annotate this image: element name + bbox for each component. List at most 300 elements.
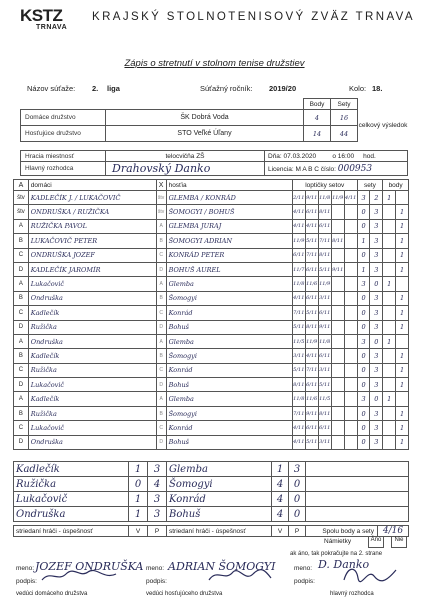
set-score: 4/11 bbox=[305, 219, 318, 233]
set-score: 6/11 bbox=[318, 306, 331, 320]
total-value: 4/16 bbox=[378, 526, 409, 537]
set-score bbox=[331, 392, 344, 406]
sets-home: 0 bbox=[357, 306, 370, 320]
away-player: Bohuš bbox=[166, 435, 292, 449]
set-score: 6/11 bbox=[292, 248, 305, 262]
logo-text: KSTZ bbox=[20, 6, 63, 25]
summary-home-wins: 1 bbox=[129, 492, 148, 507]
home-player: Kadlečík bbox=[28, 306, 156, 320]
match-row bbox=[14, 219, 409, 233]
away-player: Konrád bbox=[166, 363, 292, 377]
continue-note: ak áno, tak pokračujte na 2. strane bbox=[290, 551, 383, 557]
away-player: Bohuš bbox=[166, 378, 292, 392]
home-p: P bbox=[148, 526, 167, 537]
matches-table bbox=[13, 179, 409, 450]
away-code: A bbox=[156, 219, 166, 233]
away-sign-label: podpis: bbox=[146, 578, 167, 585]
match-code: štv bbox=[14, 191, 29, 205]
sets-home: 0 bbox=[357, 205, 370, 219]
union-title: KRAJSKÝ STOLNOTENISOVÝ ZVÄZ TRNAVA bbox=[92, 11, 415, 23]
match-code: D bbox=[14, 435, 29, 449]
round-label: Kolo: bbox=[349, 84, 367, 93]
total-label: Spolu body a sety bbox=[306, 526, 378, 537]
result-label: celkový výsledok bbox=[358, 122, 408, 129]
set-score bbox=[344, 363, 357, 377]
set-score: 9/11 bbox=[318, 320, 331, 334]
set-score: 5/11 bbox=[318, 378, 331, 392]
set-score: 4/11 bbox=[292, 421, 305, 435]
set-score: 11/9 bbox=[318, 277, 331, 291]
competition-no: 2. bbox=[92, 84, 99, 93]
license-no-label: číslo: bbox=[320, 165, 336, 173]
summary-away-wins: 4 bbox=[272, 507, 289, 522]
summary-row bbox=[14, 507, 409, 522]
summary-away-wins: 4 bbox=[272, 477, 289, 492]
match-row bbox=[14, 320, 409, 334]
home-player: LUKAČOVIČ PETER bbox=[28, 234, 156, 248]
away-code: C bbox=[156, 363, 166, 377]
away-player: Šomogyi bbox=[166, 406, 292, 420]
sets-away: 3 bbox=[370, 320, 383, 334]
set-score: 6/11 bbox=[305, 378, 318, 392]
points-away: 1 bbox=[396, 378, 409, 392]
match-code: A bbox=[14, 277, 29, 291]
away-player: GLEMBA JURAJ bbox=[166, 219, 292, 233]
col-body: Body bbox=[304, 99, 331, 110]
home-header: domáci bbox=[28, 180, 156, 191]
summary-away-wins: 1 bbox=[272, 462, 289, 477]
match-code: B bbox=[14, 234, 29, 248]
sets-away: 3 bbox=[370, 349, 383, 363]
sets-home: 1 bbox=[357, 262, 370, 276]
set-score: 11/8 bbox=[318, 334, 331, 348]
venue-label: Hracia miestnosť bbox=[21, 151, 106, 162]
time-label: o bbox=[332, 152, 336, 160]
set-score bbox=[331, 363, 344, 377]
summary-away-player: Bohuš bbox=[167, 507, 272, 522]
set-score: 4/11 bbox=[292, 219, 305, 233]
points-away: 1 bbox=[396, 248, 409, 262]
set-score: 6/11 bbox=[318, 421, 331, 435]
match-row bbox=[14, 435, 409, 449]
sets-home: 3 bbox=[357, 334, 370, 348]
away-points: 14 bbox=[304, 126, 331, 142]
sets-away: 3 bbox=[370, 435, 383, 449]
set-score bbox=[344, 334, 357, 348]
summary-away-losses: 0 bbox=[289, 507, 306, 522]
set-score: 11/9 bbox=[292, 234, 305, 248]
away-player: KONRÁD PETER bbox=[166, 248, 292, 262]
match-code: D bbox=[14, 320, 29, 334]
points-away: 1 bbox=[396, 363, 409, 377]
set-score bbox=[331, 320, 344, 334]
protest-no[interactable]: Nie bbox=[391, 536, 407, 548]
set-score: 7/11 bbox=[292, 306, 305, 320]
set-score bbox=[331, 421, 344, 435]
ref-role: hlavný rozhodca bbox=[330, 591, 374, 597]
summary-home-player: Ondruška bbox=[14, 507, 129, 522]
away-header: hosťia bbox=[166, 180, 292, 191]
set-score bbox=[331, 306, 344, 320]
home-letter: A bbox=[14, 180, 29, 191]
home-v: V bbox=[129, 526, 148, 537]
points-home bbox=[383, 262, 396, 276]
set-score: 6/11 bbox=[305, 205, 318, 219]
match-row bbox=[14, 234, 409, 248]
set-score: 11/6 bbox=[305, 277, 318, 291]
set-score: 9/11 bbox=[331, 262, 344, 276]
away-code: B bbox=[156, 291, 166, 305]
set-score: 2/11 bbox=[292, 191, 305, 205]
away-code: C bbox=[156, 306, 166, 320]
sets-home: 0 bbox=[357, 421, 370, 435]
points-away: 1 bbox=[396, 234, 409, 248]
time-value: 16:00 bbox=[337, 152, 355, 160]
away-name-label: meno: bbox=[146, 565, 165, 572]
set-score bbox=[344, 277, 357, 291]
set-score bbox=[331, 248, 344, 262]
away-team-name: STO Veľké Úľany bbox=[106, 126, 304, 142]
away-sets: 44 bbox=[331, 126, 358, 142]
license-grade: M A B C bbox=[295, 165, 319, 173]
points-home bbox=[383, 406, 396, 420]
away-code: D bbox=[156, 435, 166, 449]
sets-away: 3 bbox=[370, 306, 383, 320]
report-title: Zápis o stretnutí v stolnom tenise družstiev bbox=[124, 58, 305, 69]
date-value: 07.03.2020 bbox=[283, 152, 317, 160]
home-player: KADLEČÍK JAROMÍR bbox=[28, 262, 156, 276]
summary-home-player: Ružička bbox=[14, 477, 129, 492]
match-row bbox=[14, 277, 409, 291]
set-score: 6/11 bbox=[318, 349, 331, 363]
away-player: Glemba bbox=[166, 334, 292, 348]
summary-blank bbox=[306, 477, 409, 492]
venue-table bbox=[20, 150, 408, 176]
sets-away: 3 bbox=[370, 421, 383, 435]
home-player: ONDRUŠKA / RUŽIČKA bbox=[28, 205, 156, 219]
away-code: B bbox=[156, 406, 166, 420]
set-score bbox=[344, 234, 357, 248]
set-score bbox=[344, 219, 357, 233]
match-code: B bbox=[14, 349, 29, 363]
match-row bbox=[14, 205, 409, 219]
sets-away: 3 bbox=[370, 291, 383, 305]
match-row bbox=[14, 363, 409, 377]
summary-home-player: Lukačovič bbox=[14, 492, 129, 507]
away-v: V bbox=[272, 526, 289, 537]
set-score bbox=[344, 248, 357, 262]
set-score: 8/11 bbox=[305, 320, 318, 334]
home-name-label: meno: bbox=[16, 565, 35, 572]
away-code: C bbox=[156, 248, 166, 262]
season-label: Súťažný ročník: bbox=[200, 84, 253, 93]
set-score bbox=[331, 406, 344, 420]
round-value: 18. bbox=[372, 84, 383, 93]
home-player: ONDRUŠKA JOZEF bbox=[28, 248, 156, 262]
away-letter: X bbox=[156, 180, 166, 191]
sets-home: 0 bbox=[357, 363, 370, 377]
set-score: 11/9 bbox=[331, 191, 344, 205]
set-score: 4/11 bbox=[344, 191, 357, 205]
sets-away: 0 bbox=[370, 334, 383, 348]
home-player: Ondruška bbox=[28, 291, 156, 305]
sets-away: 3 bbox=[370, 363, 383, 377]
set-score bbox=[344, 320, 357, 334]
away-player: Šomogyi bbox=[166, 349, 292, 363]
teams-table bbox=[20, 98, 408, 142]
ref-sign-label: podpis: bbox=[294, 578, 315, 585]
away-team-label: Hosťujúce družstvo bbox=[21, 126, 106, 142]
set-score bbox=[344, 435, 357, 449]
match-code: B bbox=[14, 406, 29, 420]
points-away bbox=[396, 277, 409, 291]
home-points: 4 bbox=[304, 110, 331, 126]
home-player: KADLEČÍK J. / LUKAČOVIČ bbox=[28, 191, 156, 205]
away-code: A bbox=[156, 277, 166, 291]
summary-home-wins: 1 bbox=[129, 507, 148, 522]
set-score bbox=[344, 262, 357, 276]
home-player: Ondruška bbox=[28, 334, 156, 348]
points-home: 1 bbox=[383, 392, 396, 406]
away-player: Šomogyi bbox=[166, 291, 292, 305]
summary-away-player: Šomogyi bbox=[167, 477, 272, 492]
points-home bbox=[383, 363, 396, 377]
home-team-label: Domáce družstvo bbox=[21, 110, 106, 126]
set-score: 11/7 bbox=[292, 262, 305, 276]
points-home: 1 bbox=[383, 191, 396, 205]
set-score bbox=[331, 205, 344, 219]
match-row bbox=[14, 378, 409, 392]
match-code: C bbox=[14, 421, 29, 435]
set-score: 5/11 bbox=[305, 435, 318, 449]
set-score: 8/11 bbox=[318, 248, 331, 262]
away-player: Glemba bbox=[166, 392, 292, 406]
summary-away-player: Glemba bbox=[167, 462, 272, 477]
season-value: 2019/20 bbox=[269, 84, 297, 93]
sets-home: 0 bbox=[357, 320, 370, 334]
set-score bbox=[331, 334, 344, 348]
summary-away-player: Konrád bbox=[167, 492, 272, 507]
summary-home-losses: 4 bbox=[148, 477, 167, 492]
points-away: 1 bbox=[396, 291, 409, 305]
home-subs-label: striedaní hráči - úspešnosť bbox=[14, 526, 129, 537]
away-code: D bbox=[156, 262, 166, 276]
match-code: C bbox=[14, 248, 29, 262]
set-score: 8/11 bbox=[292, 378, 305, 392]
summary-blank bbox=[306, 492, 409, 507]
away-player: GLEMBA / KONRÁD bbox=[166, 191, 292, 205]
set-score bbox=[331, 291, 344, 305]
set-score: 5/11 bbox=[305, 306, 318, 320]
set-score: 3/11 bbox=[292, 349, 305, 363]
set-score: 4/11 bbox=[292, 291, 305, 305]
sets-away: 3 bbox=[370, 234, 383, 248]
date-label: Dňa: bbox=[268, 152, 282, 160]
away-code: D bbox=[156, 378, 166, 392]
license-label: Licencia: bbox=[268, 165, 294, 173]
set-score: 5/11 bbox=[292, 320, 305, 334]
points-away: 1 bbox=[396, 262, 409, 276]
sets-away: 0 bbox=[370, 277, 383, 291]
sets-home: 0 bbox=[357, 435, 370, 449]
set-score: 5/11 bbox=[305, 234, 318, 248]
hod-label: hod. bbox=[363, 152, 376, 160]
match-row bbox=[14, 291, 409, 305]
away-player: Glemba bbox=[166, 277, 292, 291]
away-role: vedúci hosťujúceho družstva bbox=[146, 591, 223, 597]
set-score: 11/5 bbox=[318, 392, 331, 406]
match-row bbox=[14, 248, 409, 262]
points-away bbox=[396, 191, 409, 205]
points-away: 1 bbox=[396, 205, 409, 219]
set-score: 6/11 bbox=[305, 291, 318, 305]
match-row bbox=[14, 334, 409, 348]
points-home bbox=[383, 248, 396, 262]
match-code: štv bbox=[14, 205, 29, 219]
set-score: 7/11 bbox=[305, 363, 318, 377]
set-score: 7/11 bbox=[292, 406, 305, 420]
set-score: 6/11 bbox=[305, 421, 318, 435]
home-player: Ružička bbox=[28, 406, 156, 420]
match-code: C bbox=[14, 306, 29, 320]
match-row bbox=[14, 191, 409, 205]
points-home bbox=[383, 219, 396, 233]
footer-table bbox=[13, 525, 409, 537]
summary-home-losses: 3 bbox=[148, 492, 167, 507]
sety-header: sety bbox=[357, 180, 383, 191]
summary-home-losses: 3 bbox=[148, 507, 167, 522]
away-player: Konrád bbox=[166, 421, 292, 435]
summary-table bbox=[13, 461, 409, 522]
points-away: 1 bbox=[396, 306, 409, 320]
set-score bbox=[344, 205, 357, 219]
summary-home-wins: 0 bbox=[129, 477, 148, 492]
summary-row bbox=[14, 492, 409, 507]
set-score: 11/8 bbox=[318, 191, 331, 205]
away-code: B bbox=[156, 234, 166, 248]
sets-home: 0 bbox=[357, 378, 370, 392]
away-leader-name: ADRIAN ŠOMOGYI bbox=[168, 560, 276, 573]
match-row bbox=[14, 392, 409, 406]
sets-away: 3 bbox=[370, 378, 383, 392]
match-code: C bbox=[14, 363, 29, 377]
protest-yes[interactable]: Áno bbox=[368, 536, 384, 548]
points-away: 1 bbox=[396, 219, 409, 233]
sets-home: 0 bbox=[357, 406, 370, 420]
match-code: B bbox=[14, 291, 29, 305]
points-home: 1 bbox=[383, 334, 396, 348]
points-home bbox=[383, 349, 396, 363]
match-row bbox=[14, 406, 409, 420]
referee-name-label: meno: bbox=[294, 565, 313, 572]
away-code: štv bbox=[156, 205, 166, 219]
set-score: 3/11 bbox=[318, 363, 331, 377]
set-score: 8/11 bbox=[331, 234, 344, 248]
match-code: D bbox=[14, 262, 29, 276]
home-player: Kadlečík bbox=[28, 392, 156, 406]
away-player: ŠOMOGYI ADRIAN bbox=[166, 234, 292, 248]
sets-header: loptičky setov bbox=[292, 180, 357, 191]
home-sets: 16 bbox=[331, 110, 358, 126]
set-score: 11/8 bbox=[292, 277, 305, 291]
set-score bbox=[331, 277, 344, 291]
summary-home-player: Kadlečík bbox=[14, 462, 129, 477]
away-player: BOHUŠ AUREL bbox=[166, 262, 292, 276]
summary-blank bbox=[306, 462, 409, 477]
set-score: 11/6 bbox=[305, 392, 318, 406]
away-signature bbox=[205, 566, 275, 584]
summary-home-losses: 3 bbox=[148, 462, 167, 477]
set-score bbox=[344, 406, 357, 420]
points-home bbox=[383, 291, 396, 305]
set-score: 8/11 bbox=[318, 406, 331, 420]
points-home bbox=[383, 205, 396, 219]
summary-row bbox=[14, 462, 409, 477]
sets-home: 0 bbox=[357, 291, 370, 305]
away-code: štv bbox=[156, 191, 166, 205]
sets-home: 0 bbox=[357, 248, 370, 262]
sets-home: 0 bbox=[357, 349, 370, 363]
set-score: 5/11 bbox=[318, 262, 331, 276]
home-player: Ružička bbox=[28, 363, 156, 377]
summary-home-wins: 1 bbox=[129, 462, 148, 477]
match-row bbox=[14, 421, 409, 435]
set-score: 5/11 bbox=[292, 363, 305, 377]
set-score: 3/11 bbox=[318, 291, 331, 305]
points-away: 1 bbox=[396, 349, 409, 363]
sets-home: 3 bbox=[357, 392, 370, 406]
points-home: 1 bbox=[383, 277, 396, 291]
match-row bbox=[14, 262, 409, 276]
sets-home: 3 bbox=[357, 277, 370, 291]
home-player: Lukačovič bbox=[28, 378, 156, 392]
set-score: 3/11 bbox=[318, 435, 331, 449]
match-code: D bbox=[14, 378, 29, 392]
protests-label: Námietky bbox=[324, 538, 352, 545]
home-team-name: ŠK Dobrá Voda bbox=[106, 110, 304, 126]
set-score: 7/11 bbox=[305, 248, 318, 262]
away-code: B bbox=[156, 349, 166, 363]
kstz-logo bbox=[20, 6, 62, 26]
match-code: A bbox=[14, 334, 29, 348]
home-player: Lukačovič bbox=[28, 421, 156, 435]
sets-away: 3 bbox=[370, 205, 383, 219]
summary-away-losses: 0 bbox=[289, 477, 306, 492]
summary-away-losses: 0 bbox=[289, 492, 306, 507]
summary-away-wins: 4 bbox=[272, 492, 289, 507]
set-score: 6/11 bbox=[305, 262, 318, 276]
set-score bbox=[331, 435, 344, 449]
set-score bbox=[344, 291, 357, 305]
competition-name: liga bbox=[107, 84, 120, 93]
points-home bbox=[383, 421, 396, 435]
set-score: 11/9 bbox=[305, 334, 318, 348]
referee-label: Hlavný rozhodca bbox=[21, 162, 106, 176]
body-header: body bbox=[383, 180, 409, 191]
set-score bbox=[331, 349, 344, 363]
set-score: 11/5 bbox=[292, 334, 305, 348]
match-row bbox=[14, 306, 409, 320]
referee-name: Drahovský Danko bbox=[106, 162, 265, 176]
away-code: D bbox=[156, 320, 166, 334]
home-player: Lukačovič bbox=[28, 277, 156, 291]
logo-subtitle: TRNAVA bbox=[36, 24, 68, 31]
points-away bbox=[396, 392, 409, 406]
sets-away: 0 bbox=[370, 392, 383, 406]
sets-away: 3 bbox=[370, 406, 383, 420]
summary-away-losses: 3 bbox=[289, 462, 306, 477]
points-home bbox=[383, 320, 396, 334]
